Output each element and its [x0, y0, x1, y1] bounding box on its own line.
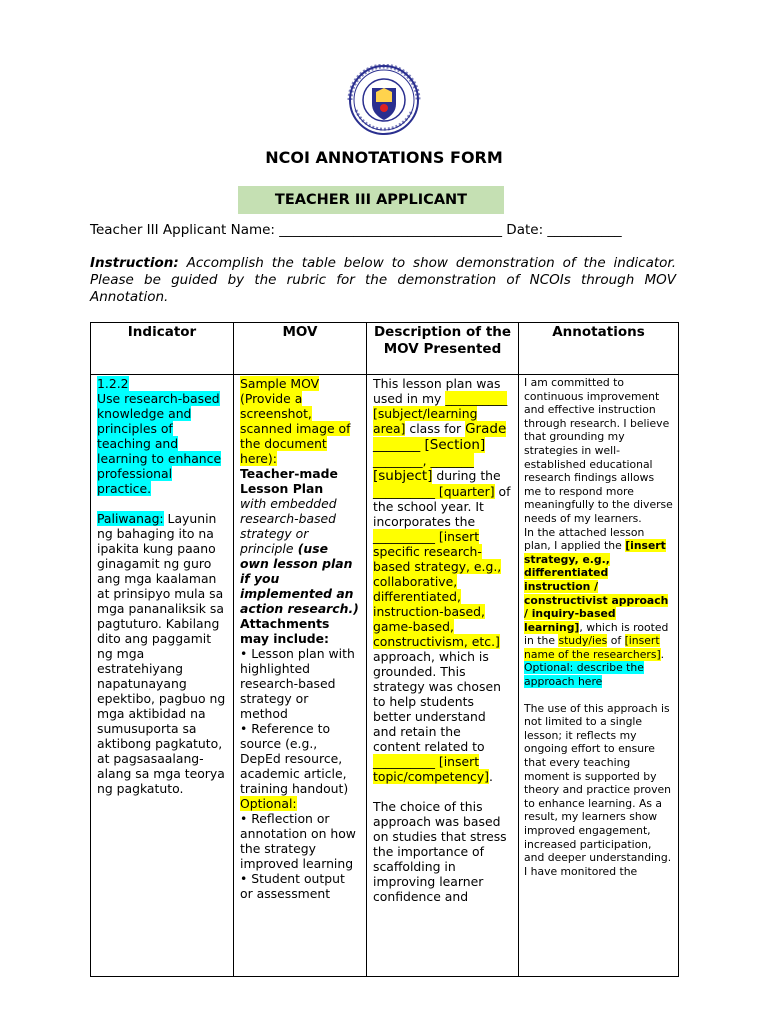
name-date-line: Teacher III Applicant Name: _________________________________ Date: ___________	[90, 222, 622, 238]
header-mov: MOV	[234, 323, 367, 375]
description-cell	[367, 375, 519, 977]
desc-quarter-blank: __________ [quarter]	[373, 484, 495, 499]
indicator-text: Use research-based knowledge and principles of teaching and learning to enhance professional practice.	[97, 391, 222, 496]
header-indicator: Indicator	[91, 323, 234, 375]
desc-strategy-blank: __________ [insert specific research-based strategy, e.g., collaborative, differentiated, instruction-based, game-based, constructivism, etc.]	[373, 529, 502, 649]
desc-blank: ________, _______	[373, 453, 474, 468]
mov-bullet: • Reference to source (e.g., DepEd resource, academic article, training handout)	[240, 721, 349, 796]
annotation-text: of	[607, 634, 625, 648]
mov-bold-italic: (use own lesson plan if you implemented an action research.)	[240, 541, 359, 616]
desc-text: approach, which is grounded. This strategy was chosen to help students better understand and retain the content related to	[373, 649, 501, 754]
desc-text: This lesson plan was used in my	[373, 376, 501, 406]
mov-italic: with embedded research-based strategy or principle	[240, 496, 337, 556]
annotations-cell	[519, 375, 679, 977]
instruction-text: Accomplish the table below to show demonstration of the indicator. Please be guided by the rubric for the demonstration of NCOIs through MOV Annotation.	[90, 255, 676, 305]
desc-grade-blank: Grade _______ [Section]	[373, 421, 507, 453]
header-description: Description of the MOV Presented	[367, 323, 519, 375]
instruction-label: Instruction:	[90, 255, 179, 271]
mov-cell	[234, 375, 367, 977]
annotation-optional: Optional: describe the approach here	[524, 661, 644, 689]
mov-bullet: • Lesson plan with highlighted research-based strategy or method	[240, 646, 355, 721]
deped-seal-logo	[336, 64, 432, 136]
indicator-cell	[91, 375, 234, 977]
desc-text: during the	[432, 468, 501, 483]
desc-subject-label: [subject]	[373, 468, 433, 484]
mov-title: Teacher-made Lesson Plan	[240, 466, 338, 496]
mov-optional-bullet: • Reflection or annotation on how the strategy improved learning	[240, 811, 356, 871]
mov-bullets	[240, 646, 360, 796]
annotations-table	[90, 322, 679, 977]
desc-text: .	[489, 769, 493, 784]
desc-text: of the school year. It incorporates the	[373, 484, 511, 529]
mov-attachments: Attachments may include:	[240, 616, 330, 646]
annotation-text: .	[660, 647, 665, 661]
mov-optional-bullets	[240, 811, 360, 901]
annotation-paragraph-4: The use of this approach is not limited to a single lesson; it reflects my ongoing effort to ensure that every teaching moment is supported by theory and practice proven to enhance learning. As a result, my learners show improved engagement, increased participation, and deeper understanding. I have monitored the	[524, 701, 672, 878]
desc-subject-blank: __________ [subject/learning area]	[373, 391, 508, 436]
paliwanag-text: Layunin ng bahaging ito na ipakita kung paano ginagamit ng guro ang mga kaalaman at prinsipyo mula sa mga pananaliksik sa pagtuturo. Kabilang dito ang paggamit ng mga estratehiyang napatunayang epektibo, pagbuo ng mga aktibidad na sumusuporta sa aktibong pagkatuto, at pagsasaalang-alang sa mga teorya ng pagkatuto.	[97, 511, 226, 796]
annotation-strategy-blank: [insert strategy, e.g., differentiated instruction / constructivist approach / inquiry-based learning]	[524, 539, 669, 634]
applicant-banner: TEACHER III APPLICANT	[238, 186, 504, 214]
annotation-text: In the attached lesson plan, I applied the	[524, 525, 645, 553]
mov-optional: Optional:	[240, 796, 297, 811]
paliwanag-label: Paliwanag:	[97, 511, 164, 526]
desc-paragraph-2: The choice of this approach was based on studies that stress the importance of scaffolding in improving learner confidence and	[373, 799, 507, 904]
form-title: NCOI ANNOTATIONS FORM	[265, 148, 503, 167]
annotation-study: study/ies	[558, 634, 608, 648]
desc-text: class for	[405, 421, 466, 436]
header-annotations: Annotations	[519, 323, 679, 375]
annotation-text: , which is rooted in the	[524, 620, 669, 648]
desc-topic-blank: __________ [insert topic/competency]	[373, 754, 489, 784]
instruction-paragraph	[90, 255, 676, 306]
mov-sample: Sample MOV (Provide a screenshot, scanned image of the document here):	[240, 376, 351, 466]
mov-optional-bullet: • Student output or assessment	[240, 871, 345, 901]
annotation-researchers-blank: [insert name of the researchers]	[524, 634, 661, 661]
annotation-paragraph-1: I am committed to continuous improvement and effective instruction through research. I believe that grounding my strategies in well-established educational research findings allows me to respond more meaningfully to the diverse needs of my learners.	[524, 376, 673, 525]
indicator-code: 1.2.2	[97, 376, 129, 391]
